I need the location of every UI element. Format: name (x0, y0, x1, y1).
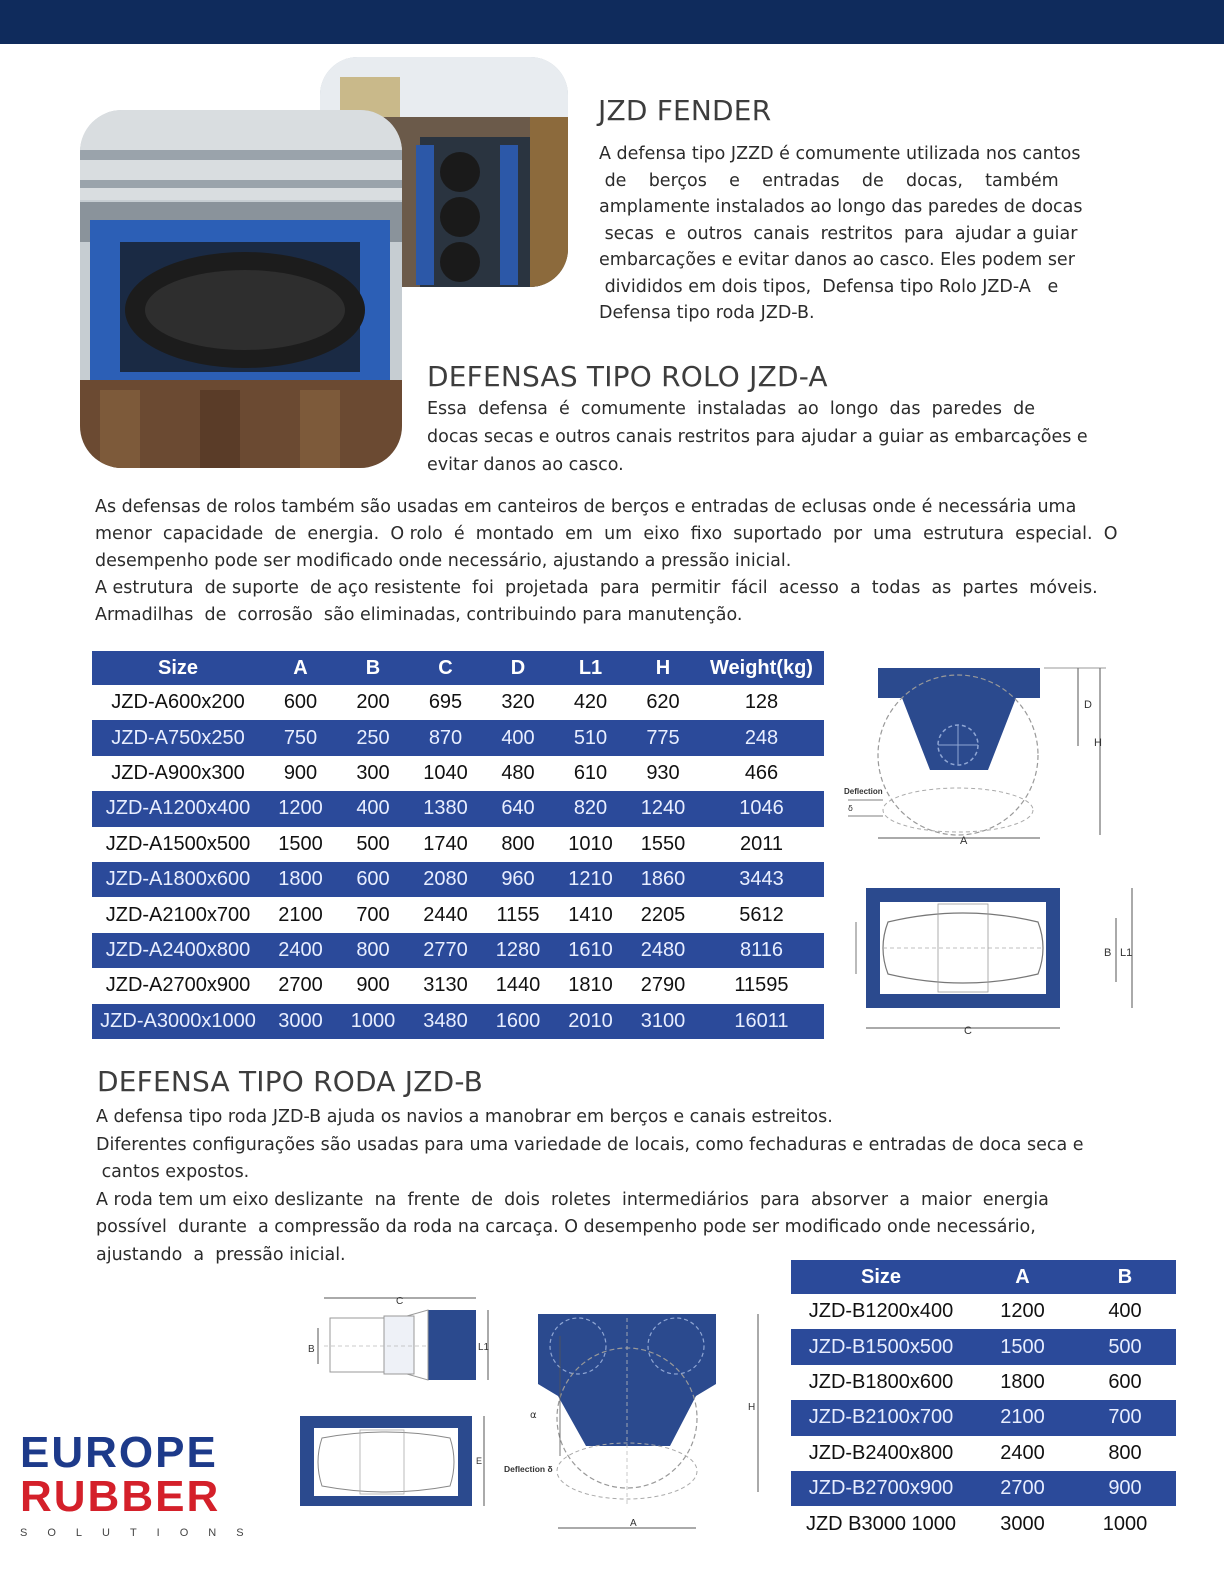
section-a-body-line: menor capacidade de energia. O rolo é montado em um eixo fixo suportado por uma estrutura especial. O (95, 524, 1118, 544)
label-c: C (396, 1296, 404, 1307)
section-a-body (95, 494, 1135, 629)
cell-size: JZD-B2700x900 (791, 1471, 971, 1506)
cell-value: 2080 (409, 862, 482, 897)
cell-value: 610 (573, 761, 608, 784)
cell-value: 200 (356, 691, 390, 714)
cell-value: 500 (1074, 1329, 1176, 1364)
intro-line: amplamente instalados ao longo das paredes de docas (599, 197, 1083, 217)
table-row (791, 1436, 1176, 1471)
cell-value: 320 (501, 691, 535, 714)
cell-value: 1410 (568, 903, 613, 926)
jzd-a-spec-table (92, 651, 824, 1039)
cell-value: 1600 (482, 1004, 554, 1039)
cell-value: 2205 (640, 903, 686, 926)
section-b-title: DEFENSA TIPO RODA JZD-B (97, 1065, 484, 1098)
cell-size: JZD-A750x250 (92, 720, 264, 755)
label-deflection: Deflection δ (504, 1464, 553, 1474)
section-b-line: ajustando a pressão inicial. (96, 1244, 346, 1265)
intro-line: divididos em dois tipos, Defensa tipo Rolo JZD-A e (599, 276, 1059, 297)
cell-value: 466 (744, 761, 779, 784)
cell-value: 1040 (423, 761, 468, 784)
cell-value: 3000 (264, 1004, 337, 1039)
table-row (92, 720, 824, 755)
cell-value: 1500 (278, 832, 323, 855)
cell-value: 1500 (971, 1329, 1074, 1364)
label-a: A (960, 835, 968, 847)
section-a-lead-line: docas secas e outros canais restritos para ajudar a guiar as embarcações e (427, 427, 1088, 447)
table-row (92, 897, 824, 932)
cell-value: 1740 (423, 832, 468, 855)
cell-value: 800 (337, 933, 409, 968)
cell-value: 400 (482, 720, 554, 755)
label-alpha: α (530, 1410, 537, 1421)
b-side-hub (384, 1316, 414, 1374)
cell-value: 2100 (278, 903, 323, 926)
cell-size: JZD-A900x300 (111, 761, 245, 784)
cell-value: 3480 (409, 1004, 482, 1039)
header-weight: Weight(kg) (699, 651, 824, 685)
fender-photo-foreground (80, 110, 402, 468)
cell-value: 2700 (278, 974, 323, 997)
header-h: H (627, 651, 699, 685)
deflected-outline (883, 788, 1033, 832)
label-h: H (1094, 737, 1102, 749)
cell-size: JZD-A2400x800 (92, 933, 264, 968)
section-b-line: Diferentes configurações são usadas para uma variedade de locais, como fechaduras e entradas de doca seca e (96, 1134, 1084, 1155)
header-c: C (409, 651, 482, 685)
label-h: H (748, 1402, 756, 1413)
cell-value: 870 (409, 720, 482, 755)
section-a-lead-line: Essa defensa é comumente instaladas ao longo das paredes de (427, 399, 1035, 419)
cell-value: 775 (627, 720, 699, 755)
cell-value: 695 (428, 691, 463, 714)
table-row (92, 968, 824, 1003)
b-top-wheel (318, 1432, 454, 1492)
section-a-title: DEFENSAS TIPO ROLO JZD-A (427, 360, 828, 393)
table-row (791, 1329, 1176, 1364)
cell-size: JZD-A2700x900 (105, 974, 251, 997)
cell-value: 700 (1074, 1400, 1176, 1435)
header-a: A (264, 651, 337, 685)
cell-value: 750 (264, 720, 337, 755)
jzd-b-frame-diagram (300, 1288, 500, 1534)
cell-value: 248 (699, 720, 824, 755)
table-row (92, 791, 824, 826)
table-row (92, 827, 824, 862)
intro-title: JZD FENDER (598, 94, 772, 127)
section-b-line: possível durante a compressão da roda na carcaça. O desempenho pode ser modificado onde necessário, (96, 1217, 1036, 1237)
cell-value: 1210 (554, 862, 627, 897)
company-logo (20, 1428, 282, 1539)
cell-value: 3100 (627, 1004, 699, 1039)
logo-word-europe: EUROPE (20, 1428, 218, 1477)
header-b: B (1074, 1260, 1176, 1294)
cell-value: 1610 (554, 933, 627, 968)
cell-size: JZD-B2100x700 (791, 1400, 971, 1435)
cell-value: 11595 (734, 974, 789, 997)
intro-line: secas e outros canais restritos para ajudar a guiar (599, 223, 1078, 244)
table-row (791, 1400, 1176, 1435)
cell-value: 2100 (971, 1400, 1074, 1435)
section-b-line: A roda tem um eixo deslizante na frente de dois roletes intermediários para absorver a maior energia (96, 1189, 1049, 1210)
label-e: E (476, 1456, 483, 1466)
jzd-a-table-body (92, 685, 824, 1039)
cell-value: 900 (356, 974, 390, 997)
header-b: B (337, 651, 409, 685)
jzd-b-spec-table (791, 1260, 1176, 1542)
header-d: D (482, 651, 554, 685)
section-b-line: cantos expostos. (96, 1162, 250, 1182)
cell-value: 620 (646, 691, 680, 714)
label-deflection: Deflection (844, 787, 883, 796)
cell-value: 510 (554, 720, 627, 755)
section-b-body (96, 1104, 1136, 1269)
cell-value: 1000 (1102, 1512, 1148, 1535)
cell-size: JZD-A1200x400 (92, 791, 264, 826)
table-header-row (791, 1260, 1176, 1294)
cell-value: 2770 (409, 933, 482, 968)
jzd-a-side-diagram (838, 660, 1110, 856)
cell-size: JZD-B1800x600 (808, 1370, 954, 1393)
cell-value: 2700 (971, 1471, 1074, 1506)
cell-value: 1800 (1000, 1370, 1045, 1393)
intro-line: embarcações e evitar danos ao casco. Eles podem ser (599, 250, 1075, 270)
logo-word-rubber: RUBBER (20, 1472, 221, 1521)
table-row (791, 1294, 1176, 1329)
cell-size: JZD-A600x200 (111, 691, 245, 714)
header-size: Size (791, 1260, 971, 1294)
cell-size: JZD-B2400x800 (808, 1441, 954, 1464)
cell-value: 930 (646, 761, 680, 784)
cell-value: 640 (482, 791, 554, 826)
section-a-body-line: A estrutura de suporte de aço resistente foi projetada para permitir fácil acesso a todas as partes móveis. (95, 578, 1098, 598)
cell-value: 820 (554, 791, 627, 826)
cell-value: 800 (501, 832, 535, 855)
cell-value: 1200 (264, 791, 337, 826)
cell-value: 480 (501, 761, 535, 784)
cell-size: JZD B3000 1000 (805, 1512, 957, 1535)
cell-value: 960 (482, 862, 554, 897)
cell-value: 600 (337, 862, 409, 897)
label-d: D (1084, 699, 1092, 711)
header-size: Size (92, 651, 264, 685)
intro-line: Defensa tipo roda JZD-B. (599, 303, 815, 323)
table-row (92, 756, 824, 791)
side-view-frame (878, 668, 1040, 770)
cell-value: 1860 (627, 862, 699, 897)
table-row (92, 862, 824, 897)
table-row (92, 1004, 824, 1039)
cell-value: 2400 (264, 933, 337, 968)
label-c: C (964, 1025, 972, 1037)
cell-value: 1155 (496, 903, 540, 926)
cell-size: JZD-A2100x700 (105, 903, 251, 926)
jzd-a-top-diagram (848, 882, 1138, 1042)
table-row (791, 1471, 1176, 1506)
cell-value: 2440 (423, 903, 468, 926)
cell-value: 2011 (739, 832, 783, 855)
cell-value: 2400 (1000, 1441, 1045, 1464)
cell-size: JZD-A1500x500 (105, 832, 251, 855)
cell-value: 1000 (337, 1004, 409, 1039)
b-side-frame (428, 1310, 476, 1380)
cell-value: 1440 (495, 974, 541, 997)
cell-value: 1240 (627, 791, 699, 826)
section-b-line: A defensa tipo roda JZD-B ajuda os navios a manobrar em berços e canais estreitos. (96, 1107, 833, 1127)
intro-paragraph (599, 141, 1119, 327)
cell-value: 16011 (699, 1004, 824, 1039)
section-a-body-line: desempenho pode ser modificado onde necessário, ajustando a pressão inicial. (95, 551, 792, 571)
jzd-b-table-body (791, 1294, 1176, 1542)
cell-value: 600 (1108, 1370, 1142, 1393)
cell-value: 1200 (1000, 1300, 1045, 1323)
cell-value: 250 (337, 720, 409, 755)
cell-value: 900 (283, 761, 318, 784)
cell-value: 1380 (409, 791, 482, 826)
label-delta: δ (848, 804, 853, 813)
section-a-lead (427, 395, 1127, 479)
cell-value: 1046 (699, 791, 824, 826)
cell-value: 400 (1108, 1300, 1142, 1323)
cell-value: 700 (356, 903, 390, 926)
cell-value: 300 (356, 761, 390, 784)
cell-value: 400 (337, 791, 409, 826)
label-l1: L1 (478, 1342, 490, 1353)
cell-value: 1550 (640, 832, 686, 855)
cell-value: 2790 (640, 974, 686, 997)
cell-size: JZD-B1500x500 (791, 1329, 971, 1364)
intro-line: A defensa tipo JZZD é comumente utilizada nos cantos (599, 144, 1081, 164)
cell-value: 420 (573, 691, 608, 714)
table-row (92, 933, 824, 968)
cell-value: 600 (283, 691, 318, 714)
label-b: B (1104, 947, 1112, 959)
cell-value: 1800 (264, 862, 337, 897)
table-row (791, 1506, 1176, 1541)
cell-value: 8116 (699, 933, 824, 968)
cell-value: 1810 (568, 974, 613, 997)
section-a-body-line: As defensas de rolos também são usadas em canteiros de berços e entradas de eclusas onde é necessária uma (95, 497, 1077, 517)
cell-value: 128 (744, 691, 779, 714)
cell-value: 1010 (568, 832, 613, 855)
cell-value: 2010 (554, 1004, 627, 1039)
cell-value: 5612 (739, 903, 784, 926)
cell-value: 800 (1108, 1441, 1142, 1464)
cell-value: 3000 (1000, 1512, 1045, 1535)
cell-value: 1280 (482, 933, 554, 968)
top-banner (0, 0, 1224, 44)
cell-value: 500 (356, 832, 390, 855)
table-row (791, 1365, 1176, 1400)
cell-value: 3130 (423, 974, 468, 997)
header-l1: L1 (554, 651, 627, 685)
label-a: A (630, 1518, 637, 1529)
cell-size: JZD-A1800x600 (92, 862, 264, 897)
cell-value: 3443 (699, 862, 824, 897)
table-header-row (92, 651, 824, 685)
jzd-b-front-diagram (500, 1306, 770, 1540)
fender-photo-image (80, 110, 402, 468)
label-b: B (308, 1344, 315, 1355)
header-a: A (971, 1260, 1074, 1294)
label-l1: L1 (1120, 947, 1133, 959)
cell-size: JZD-B1200x400 (808, 1300, 954, 1323)
logo-word-solutions: SOLUTIONS (20, 1527, 264, 1539)
section-a-lead-line: evitar danos ao casco. (427, 455, 624, 475)
intro-line: de berços e entradas de docas, também (599, 170, 1059, 191)
cell-value: 900 (1074, 1471, 1176, 1506)
section-a-body-line: Armadilhas de corrosão são eliminadas, contribuindo para manutenção. (95, 605, 743, 625)
table-row (92, 685, 824, 720)
cell-value: 2480 (627, 933, 699, 968)
cell-size: JZD-A3000x1000 (92, 1004, 264, 1039)
